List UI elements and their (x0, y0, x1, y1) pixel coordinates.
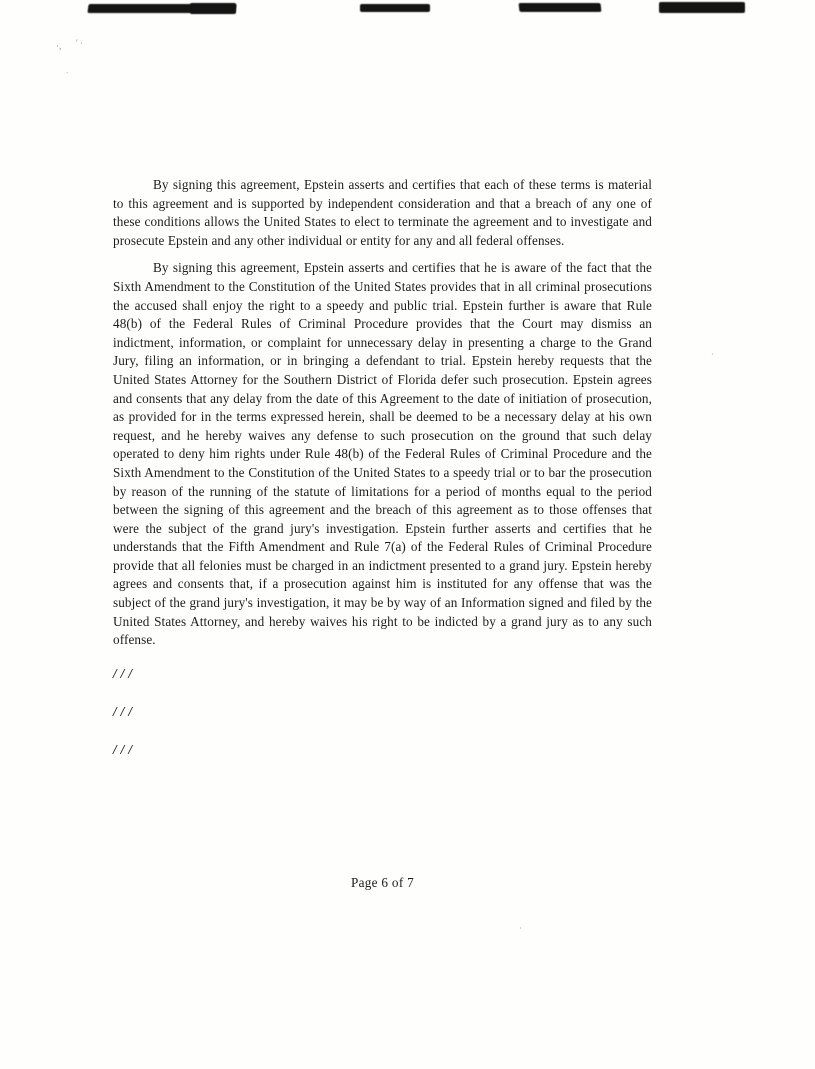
scan-speck: ·, (56, 41, 62, 51)
scan-artifact (519, 3, 602, 12)
document-body (113, 176, 652, 892)
placeholder-slash-line: /// (113, 665, 136, 681)
paragraph-terms-material: By signing this agreement, Epstein asserts and certifies that each of these terms is material to this agreement and is supported by independent consideration and that a breach of any one of these conditions allows the United States to elect to terminate the agreement and to investigate and prosecute Epstein and any other individual or entity for any and all federal offenses. (113, 177, 652, 248)
scan-speck: · (519, 924, 522, 933)
scan-speck: · (66, 69, 69, 77)
page-number: Page 6 of 7 (351, 874, 414, 890)
scan-speck: ' · (76, 38, 83, 48)
placeholder-slash-line: /// (113, 703, 136, 719)
placeholder-slash-line: /// (113, 742, 136, 758)
scan-artifact (190, 3, 236, 14)
scan-artifact (360, 4, 430, 12)
placeholder-slash-block (113, 665, 652, 760)
paragraph-speedy-trial-waiver: By signing this agreement, Epstein asserts and certifies that he is aware of the fact that the Sixth Amendment to the Constitution of the United States provides that in all criminal prosecutions the accused shall enjoy the right to a speedy and public trial. Epstein further is aware that Rule 48(b) of the Federal Rules of Criminal Procedure provides that the Court may dismiss an indictment, information, or complaint for unnecessary delay in presenting a charge to the Grand Jury, filing an information, or in bringing a defendant to trial. Epstein hereby requests that the United States Attorney for the Southern District of Florida defer such prosecution. Epstein agrees and consents that any delay from the date of this Agreement to the date of initiation of prosecution, as provided for in the terms expressed herein, shall be deemed to be a necessary delay at his own request, and he hereby waives any defense to such prosecution on the ground that such delay operated to deny him rights under Rule 48(b) of the Federal Rules of Criminal Procedure and the Sixth Amendment to the Constitution of the United States to a speedy trial or to bar the prosecution by reason of the running of the statute of limitations for a period of months equal to the period between the signing of this agreement and the breach of this agreement as to those offenses that were the subject of the grand jury's investigation. Epstein further asserts and certifies that he understands that the Fifth Amendment and Rule 7(a) of the Federal Rules of Criminal Procedure provide that all felonies must be charged in an indictment presented to a grand jury. Epstein hereby agrees and consents that, if a prosecution against him is instituted for any offense that was the subject of the grand jury's investigation, it may be by way of an Information signed and filed by the United States Attorney, and hereby waives his right to be indicted by a grand jury as to any such offense. (113, 260, 652, 648)
scan-artifact (659, 2, 745, 13)
scan-speck: · (711, 350, 714, 359)
